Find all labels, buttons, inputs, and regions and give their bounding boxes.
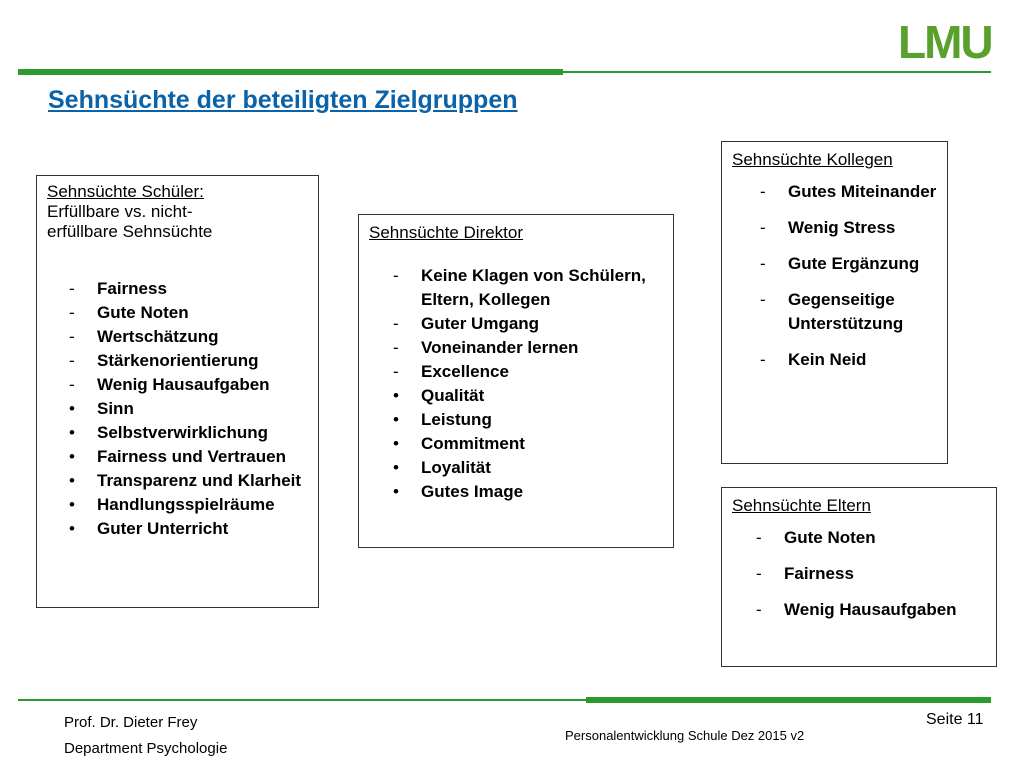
- list-item: [393, 336, 669, 360]
- list-marker: -: [69, 375, 75, 394]
- list-item-text: Keine Klagen von Schülern, Eltern, Kollegen: [421, 266, 646, 309]
- list-item: [756, 598, 996, 622]
- list-marker: •: [393, 386, 399, 405]
- list-item: [69, 349, 315, 373]
- list-item: [756, 526, 996, 550]
- box-direktor-list: [393, 264, 669, 504]
- header-bar-thin: [563, 71, 991, 73]
- list-item: [393, 456, 669, 480]
- list-item-text: Gute Ergänzung: [788, 254, 920, 273]
- list-item-text: Leistung: [421, 410, 492, 429]
- list-marker: -: [69, 327, 75, 346]
- list-marker: -: [69, 351, 75, 370]
- list-marker: -: [393, 362, 399, 381]
- list-item-text: Fairness: [97, 279, 167, 298]
- box-eltern-heading: Sehnsüchte Eltern: [732, 496, 871, 515]
- list-marker: -: [393, 314, 399, 333]
- lmu-logo-text: LMU: [898, 18, 992, 66]
- box-direktor: [358, 214, 674, 548]
- list-marker: -: [69, 279, 75, 298]
- list-item-text: Gute Noten: [784, 528, 876, 547]
- list-item-text: Kein Neid: [788, 350, 867, 369]
- list-item: [393, 264, 669, 312]
- list-marker: •: [69, 471, 75, 490]
- list-item: [760, 180, 940, 204]
- list-marker: -: [760, 254, 766, 273]
- list-item: [760, 216, 940, 240]
- list-item: [393, 432, 669, 456]
- list-marker: •: [393, 434, 399, 453]
- list-item-text: Fairness und Vertrauen: [97, 447, 286, 466]
- list-item-text: Guter Umgang: [421, 314, 540, 333]
- header-bar-thick: [18, 69, 563, 75]
- list-marker: -: [760, 182, 766, 201]
- list-item-text: Handlungsspielräume: [97, 495, 275, 514]
- list-item-text: Commitment: [421, 434, 525, 453]
- box-kollegen-heading: Sehnsüchte Kollegen: [732, 150, 893, 169]
- list-item: [756, 562, 996, 586]
- list-item: [69, 469, 315, 493]
- box-direktor-heading: Sehnsüchte Direktor: [369, 223, 524, 242]
- box-schueler-list: [69, 277, 315, 541]
- list-item: [69, 301, 315, 325]
- list-item: [393, 312, 669, 336]
- list-item: [69, 517, 315, 541]
- list-marker: -: [756, 528, 762, 547]
- footer-bar-thin: [18, 699, 586, 701]
- box-schueler: [36, 175, 319, 608]
- list-item-text: Excellence: [421, 362, 509, 381]
- list-marker: •: [69, 399, 75, 418]
- list-item-text: Gutes Image: [421, 482, 524, 501]
- footer-department: Department Psychologie: [64, 740, 228, 757]
- footer-page-number: Seite 11: [926, 711, 984, 728]
- list-item-text: Voneinander lernen: [421, 338, 579, 357]
- box-kollegen-list: [760, 180, 940, 372]
- lmu-logo: [896, 18, 996, 66]
- list-item-text: Gute Noten: [97, 303, 189, 322]
- list-item-text: Wenig Hausaufgaben: [784, 600, 957, 619]
- list-marker: -: [69, 303, 75, 322]
- list-item-text: Stärkenorientierung: [97, 351, 259, 370]
- list-item: [393, 480, 669, 504]
- list-item: [760, 252, 940, 276]
- list-marker: -: [760, 218, 766, 237]
- box-schueler-sub2: erfüllbare Sehnsüchte: [47, 222, 213, 241]
- page-title: Sehnsüchte der beteiligten Zielgruppen: [48, 86, 518, 114]
- list-item-text: Transparenz und Klarheit: [97, 471, 302, 490]
- list-item: [69, 493, 315, 517]
- list-item-text: Sinn: [97, 399, 134, 418]
- box-eltern: [721, 487, 997, 667]
- list-item-text: Wenig Hausaufgaben: [97, 375, 270, 394]
- list-item-text: Qualität: [421, 386, 485, 405]
- list-marker: •: [69, 447, 75, 466]
- list-marker: -: [760, 350, 766, 369]
- list-marker: •: [393, 458, 399, 477]
- list-item: [760, 348, 940, 372]
- list-marker: •: [69, 495, 75, 514]
- box-kollegen: [721, 141, 948, 464]
- list-item: [393, 408, 669, 432]
- list-item: [393, 360, 669, 384]
- list-item: [69, 445, 315, 469]
- list-marker: -: [760, 290, 766, 309]
- list-marker: -: [393, 266, 399, 285]
- list-item: [69, 277, 315, 301]
- list-item: [69, 325, 315, 349]
- list-item-text: Gegenseitige Unterstützung: [788, 290, 904, 333]
- footer-document: Personalentwicklung Schule Dez 2015 v2: [565, 728, 805, 743]
- footer-bar-thick: [586, 697, 991, 703]
- box-schueler-sub1: Erfüllbare vs. nicht-: [47, 202, 193, 221]
- list-marker: •: [69, 519, 75, 538]
- list-marker: -: [393, 338, 399, 357]
- list-marker: -: [756, 600, 762, 619]
- list-item-text: Guter Unterricht: [97, 519, 229, 538]
- box-eltern-list: [756, 526, 996, 622]
- list-marker: •: [393, 410, 399, 429]
- list-item: [69, 421, 315, 445]
- list-item-text: Gutes Miteinander: [788, 182, 937, 201]
- list-item-text: Wenig Stress: [788, 218, 896, 237]
- list-marker: •: [393, 482, 399, 501]
- list-item-text: Fairness: [784, 564, 854, 583]
- box-schueler-heading: Sehnsüchte Schüler:: [47, 182, 204, 201]
- list-marker: -: [756, 564, 762, 583]
- list-item: [393, 384, 669, 408]
- list-item-text: Wertschätzung: [97, 327, 219, 346]
- list-item-text: Loyalität: [421, 458, 491, 477]
- list-item: [760, 288, 940, 336]
- footer-author: Prof. Dr. Dieter Frey: [64, 714, 198, 731]
- list-item-text: Selbstverwirklichung: [97, 423, 268, 442]
- list-item: [69, 373, 315, 397]
- list-item: [69, 397, 315, 421]
- list-marker: •: [69, 423, 75, 442]
